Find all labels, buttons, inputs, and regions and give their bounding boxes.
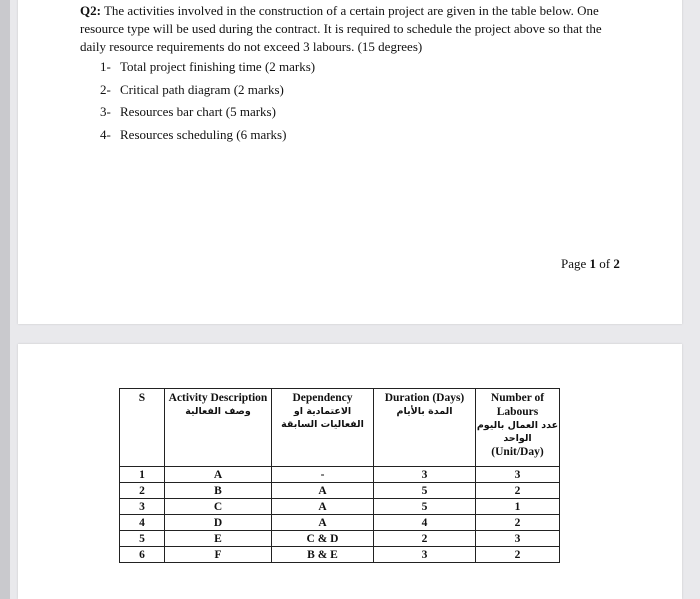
document-page-2 [18, 344, 682, 599]
header-s: S [120, 389, 165, 467]
header-dependency: Dependency الاعتمادية او الفعاليات السابقة [272, 389, 374, 467]
header-activity: Activity Description وصف الفعالية [165, 389, 272, 467]
table-row: 5 E C & D 2 3 [120, 531, 560, 547]
page-number: Page 1 of 2 [561, 256, 620, 271]
question-text [80, 2, 620, 56]
task-item: 1- Total project finishing time (2 marks) [100, 59, 316, 74]
task-item: 2- Critical path diagram (2 marks) [100, 81, 284, 97]
question-label: Q2: [80, 3, 101, 18]
task-item: 3- Resources bar chart (5 marks) [100, 104, 276, 119]
table-row: 4 D A 4 2 [120, 515, 560, 531]
table-row: 2 B A 5 2 [120, 483, 560, 499]
header-duration: Duration (Days) المدة بالأيام [374, 389, 476, 467]
table-row: 3 C A 5 1 [120, 499, 560, 515]
table-row: 6 F B & E 3 2 [120, 547, 560, 563]
activity-table [119, 388, 560, 563]
question-body: The activities involved in the construction of a certain project are given in the table below. One resource type will be used during the contract. It is required to schedule the project above so that the daily resource requirements do not exceed 3 labours. (15 degrees) [80, 3, 602, 54]
header-labours: Number of Labours عدد العمال باليوم الواحد (Unit/Day) [476, 389, 560, 467]
task-item: 4- Resources scheduling (6 marks) [100, 126, 287, 142]
table-header-row [120, 389, 560, 467]
task-list [100, 58, 315, 148]
viewer-left-edge [0, 0, 10, 599]
table-row: 1 A - 3 3 [120, 467, 560, 483]
document-page-1 [18, 0, 682, 324]
